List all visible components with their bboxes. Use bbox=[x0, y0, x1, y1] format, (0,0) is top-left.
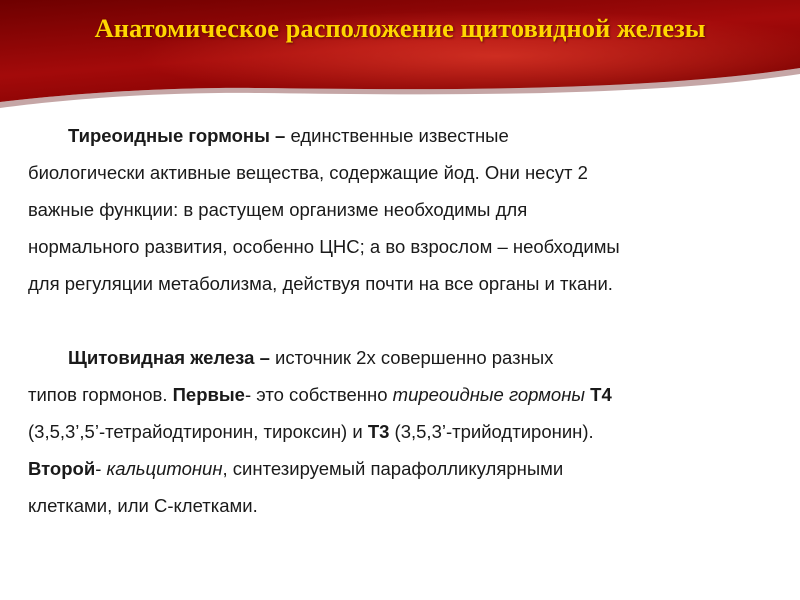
paragraph-line: клетками, или С-клетками. bbox=[28, 495, 258, 516]
paragraph-spacer bbox=[28, 302, 768, 339]
paragraph-line bbox=[28, 413, 768, 450]
text-run: (3,5,3’,5’-тетрайодтиронин, тироксин) и bbox=[28, 421, 368, 442]
paragraph-line: нормального развития, особенно ЦНС; а во взрослом – необходимы bbox=[28, 236, 620, 257]
bold-term: Первые bbox=[172, 384, 245, 405]
text-run: (3,5,3’-трийодтиронин). bbox=[389, 421, 594, 442]
paragraph-thyroid-hormones bbox=[28, 117, 768, 302]
slide-body bbox=[28, 117, 768, 524]
paragraph-thyroid-gland bbox=[28, 339, 768, 524]
text-run: типов гормонов. bbox=[28, 384, 173, 405]
text-run: источник 2х совершенно разных bbox=[269, 347, 554, 368]
bold-term: Тиреоидные гормоны – bbox=[68, 125, 286, 146]
slide-title: Анатомическое расположение щитовидной железы bbox=[94, 13, 706, 43]
paragraph-line bbox=[28, 376, 768, 413]
bold-term: Т3 bbox=[367, 421, 390, 442]
paragraph-line bbox=[28, 117, 768, 154]
text-run: - это собственно bbox=[244, 384, 393, 405]
bold-term: Т4 bbox=[590, 384, 612, 405]
italic-term: тиреоидные гормоны bbox=[392, 384, 586, 405]
paragraph-line bbox=[28, 450, 768, 487]
italic-term: кальцитонин bbox=[106, 458, 223, 479]
text-run: - bbox=[95, 458, 107, 479]
text-run: , синтезируемый парафолликулярными bbox=[222, 458, 564, 479]
bold-term: Щитовидная железа – bbox=[68, 347, 270, 368]
paragraph-line bbox=[28, 339, 768, 376]
paragraph-line: важные функции: в растущем организме необходимы для bbox=[28, 199, 528, 220]
paragraph-line: биологически активные вещества, содержащие йод. Они несут 2 bbox=[28, 162, 588, 183]
text-run: единственные известные bbox=[285, 125, 509, 146]
bold-term: Второй bbox=[28, 458, 96, 479]
paragraph-line: для регуляции метаболизма, действуя почти на все органы и ткани. bbox=[28, 273, 613, 294]
